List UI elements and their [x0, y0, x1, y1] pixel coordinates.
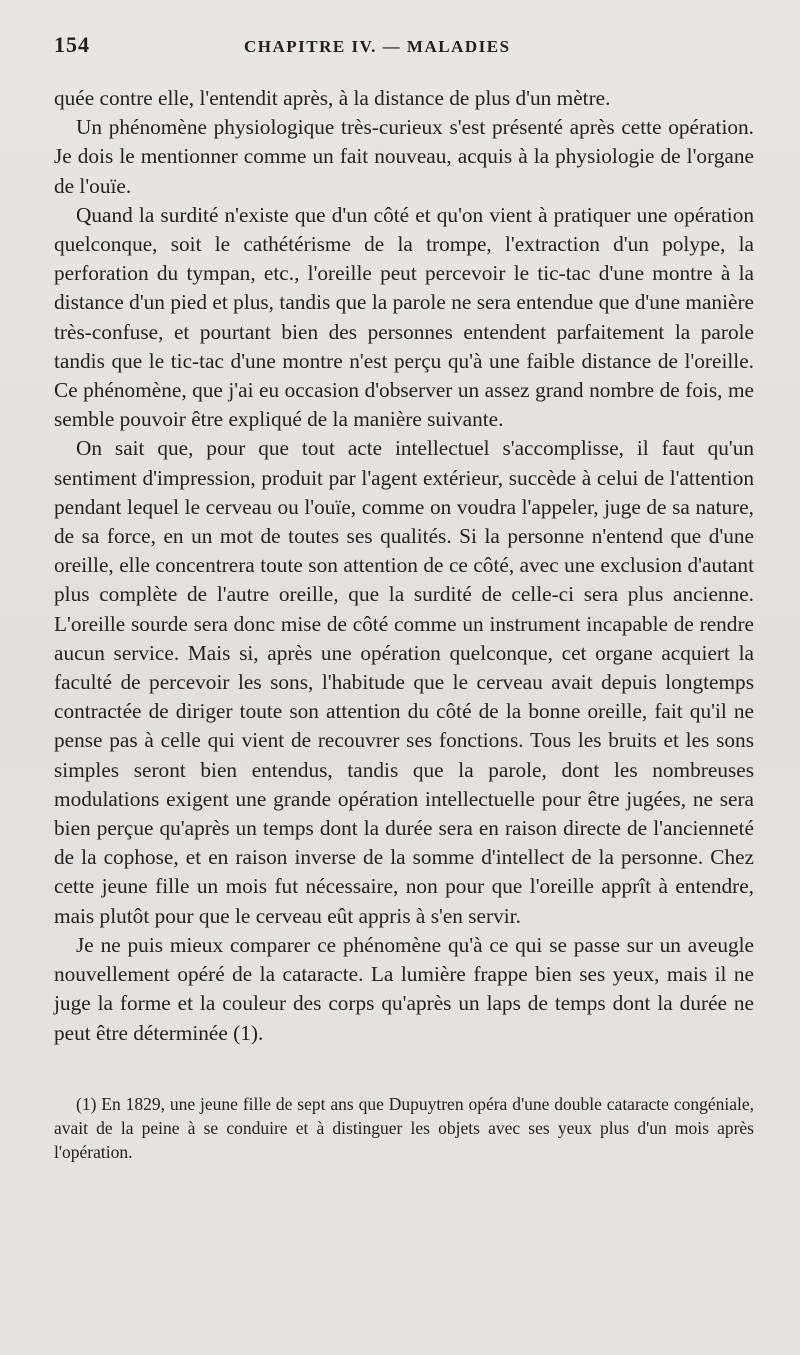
- page-header: [54, 32, 754, 66]
- body-text: [54, 84, 754, 1048]
- paragraph: Quand la surdité n'existe que d'un côté et qu'on vient à pratiquer une opération quelconque, soit le cathétérisme de la trompe, l'extraction d'un polype, la perforation du tympan, etc., l'oreille peut percevoir le tic-tac d'une montre à la distance d'un pied et plus, tandis que la parole ne sera entendue que d'une manière très-confuse, et pourtant bien des personnes entendent parfaitement la parole tandis que le tic-tac d'une montre n'est perçu qu'à une faible distance de l'oreille. Ce phénomène, que j'ai eu occasion d'observer un assez grand nombre de fois, me semble pouvoir être expliqué de la manière suivante.: [54, 202, 754, 432]
- paragraph: Je ne puis mieux comparer ce phénomène qu'à ce qui se passe sur un aveugle nouvellement opéré de la cataracte. La lumière frappe bien ses yeux, mais il ne juge la forme et la couleur des corps qu'après un laps de temps dont la durée ne peut être déterminée (1).: [54, 932, 754, 1045]
- footnote: [54, 1092, 754, 1164]
- paragraph: On sait que, pour que tout acte intellectuel s'accomplisse, il faut qu'un sentiment d'impression, produit par l'agent extérieur, succède à celui de l'attention pendant lequel le cerveau ou l'ouïe, comme on voudra l'appeler, juge de sa nature, de sa force, en un mot de toutes ses qualités. Si la personne n'entend que d'une oreille, elle concentrera toute son attention de ce côté, avec une exclusion d'autant plus complète de l'autre oreille, que la surdité de celle-ci sera plus ancienne. L'oreille sourde sera donc mise de côté comme un instrument incapable de rendre aucun service. Mais si, après une opération quelconque, cet organe acquiert la faculté de percevoir les sons, l'habitude que le cerveau avait depuis longtemps contractée de diriger toute son attention du côté de la bonne oreille, fait qu'il ne pense pas à celle qui vient de recouvrer ses fonctions. Tous les bruits et les sons simples seront bien entendus, tandis que la parole, dont les nombreuses modulations exigent une grande opération intellectuelle pour être jugées, ne sera bien perçue qu'après un temps dont la durée sera en raison directe de l'ancienneté de la cophose, et en raison inverse de la somme d'intellect de la personne. Chez cette jeune fille un mois fut nécessaire, non pour que l'oreille apprît à entendre, mais plutôt pour que le cerveau eût appris à s'en servir.: [54, 436, 754, 928]
- paragraph: quée contre elle, l'entendit après, à la distance de plus d'un mètre.: [54, 86, 611, 110]
- page-number: 154: [54, 32, 90, 57]
- footnote-text: (1) En 1829, une jeune fille de sept ans que Dupuytren opéra d'une double cataracte congéniale, avait de la peine à se conduire et à distinguer les objets avec ses yeux plus d'un mois après l'opération.: [54, 1093, 754, 1162]
- running-head: CHAPITRE IV. — MALADIES: [244, 37, 511, 56]
- paragraph: Un phénomène physiologique très-curieux s'est présenté après cette opération. Je dois le mentionner comme un fait nouveau, acquis à la physiologie de l'organe de l'ouïe.: [54, 115, 754, 198]
